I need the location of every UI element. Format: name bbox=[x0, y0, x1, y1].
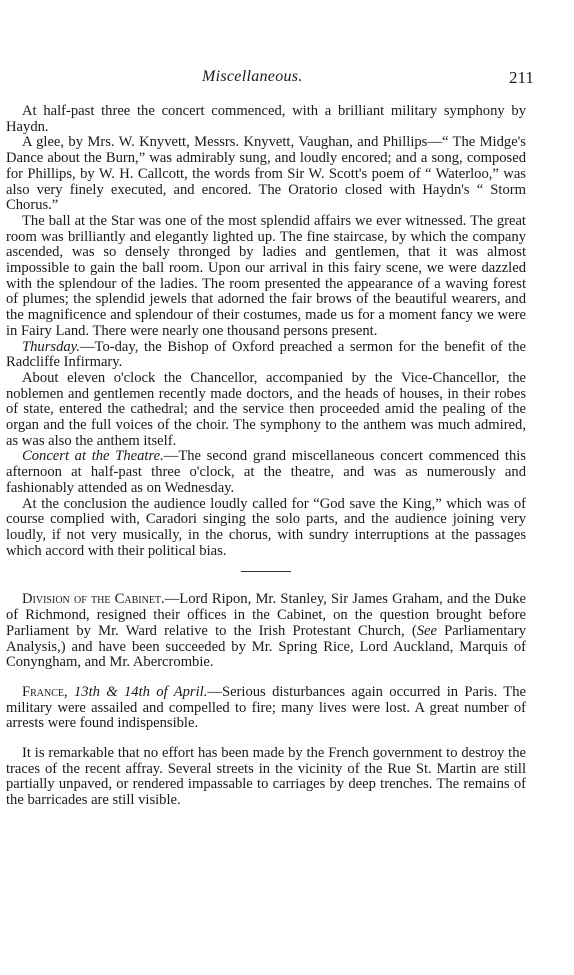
cabinet-text-a: —Lord Ripon, Mr. Stanley, Sir James Graham, and the Duke of Richmond, resigned their offices in the Cabinet, on the question brought before Parliament by Mr. Ward relative to the Irish Protestant Church, ( bbox=[6, 591, 527, 639]
france-heading: France, bbox=[22, 683, 68, 700]
paragraph-cabinet bbox=[6, 592, 526, 671]
paragraph-glee: A glee, by Mrs. W. Knyvett, Messrs. Knyvett, Vaughan, and Phillips—“ The Midge's Dance about the Burn,” was admirably sung, and loudly encored; and a song, composed for Phillips, by W. H. Callcott, the words from Sir W. Scott's poem of “ Waterloo,” was also very finely executed, and encored. The Oratorio closed with Haydn's “ Storm Chorus.” bbox=[6, 134, 526, 214]
paragraph-concert-start: At half-past three the concert commenced, with a brilliant military symphony by Haydn. bbox=[6, 103, 526, 135]
theatre-heading: Concert at the Theatre. bbox=[22, 448, 164, 465]
cabinet-see: See bbox=[416, 622, 437, 639]
running-head bbox=[0, 68, 574, 92]
paragraph-chancellor: About eleven o'clock the Chancellor, accompanied by the Vice-Chancellor, the noblemen and gentlemen recently made doctors, and the heads of houses, in their robes of state, entered the cathedral; and the service then proceeded amid the pealing of the organ and the full voices of the choir. The symphony to the anthem was much admired, as was also the anthem itself. bbox=[6, 369, 526, 449]
cabinet-heading: Division of the Cabinet. bbox=[22, 591, 165, 608]
paragraph-thursday bbox=[6, 340, 526, 371]
paragraph-ball: The ball at the Star was one of the most splendid affairs we ever witnessed. The great room was brilliantly and elegantly lighted up. The fine staircase, by which the company ascended, was so densely thronged by ladies and gentlemen, that it was almost impossible to gain the ball room. Upon our arrival in this fairy scene, we were dazzled with the splendour of the ladies. The room presented the appearance of a waving forest of plumes; the splendid jewels that adorned the fair brows of the beautiful wearers, and the magnificence and splendour of their costumes, made us for a moment fancy we were in Fairy Land. There were nearly one thousand persons present. bbox=[6, 212, 526, 339]
section-divider bbox=[241, 571, 291, 572]
theatre-text: —The second grand miscellaneous concert commenced this afternoon at half-past three o'clock, at the theatre, and was as numerously and fashionably attended as on Wednesday. bbox=[6, 448, 526, 496]
paragraph-god-save-king: At the conclusion the audience loudly called for “God save the King,” which was of course complied with, Caradori singing the solo parts, and the audience joining very loudly, if not very musically, in the chorus, with sundry interruptions at the passages which accord with their political bias. bbox=[6, 495, 526, 559]
thursday-heading: Thursday. bbox=[22, 338, 80, 355]
body-text bbox=[6, 104, 526, 809]
paragraph-france bbox=[6, 685, 526, 732]
paragraph-paris-streets: It is remarkable that no effort has been made by the French government to destroy the traces of the recent affray. Several streets in the vicinity of the Rue St. Martin are still partially unpaved, or rendered impassable to carriages by deep trenches. The remains of the barricades are still visible. bbox=[6, 745, 526, 809]
paragraph-theatre-concert bbox=[6, 449, 526, 496]
running-title: Miscellaneous. bbox=[202, 68, 303, 85]
page-number: 211 bbox=[509, 68, 534, 87]
thursday-text: —To-day, the Bishop of Oxford preached a sermon for the benefit of the Radcliffe Infirmary. bbox=[6, 338, 526, 371]
cabinet-text-b: Parliamentary Analysis,) and have been succeeded by Mr. Spring Rice, Lord Auckland, Marquis of Conyngham, and Mr. Abercrombie. bbox=[6, 622, 526, 671]
france-dates: 13th & 14th of April. bbox=[67, 683, 208, 700]
france-text: —Serious disturbances again occurred in Paris. The military were assailed and compelled to fire; many lives were lost. A great number of arrests were found indispensible. bbox=[6, 683, 526, 732]
